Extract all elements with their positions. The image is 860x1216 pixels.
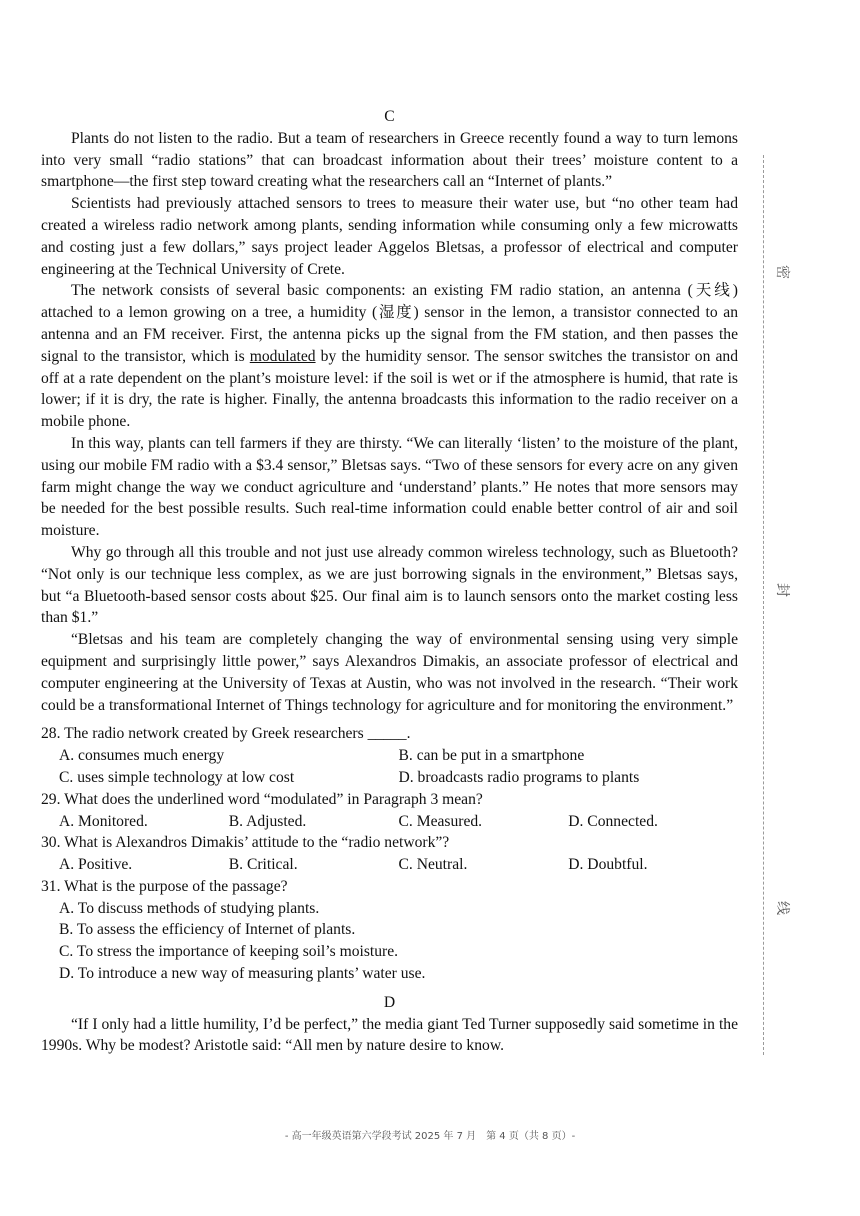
paragraph-3-text-before: The network consists of several basic components: an existing FM radio station, an antenna (天线) attached to a lemon growing on a tree, a humidity (湿度) sensor in the lemon, a transistor connected to an antenna and an FM receiver. First, the antenna picks up the signal from the FM station, and then passes the signal to the transistor, which is [41,282,738,365]
question-29-stem: 29. What does the underlined word “modulated” in Paragraph 3 mean? [41,790,483,808]
question-30-options [41,854,738,876]
question-30-option-a: A. Positive. [59,856,133,874]
section-c-paragraph-2: Scientists had previously attached sensors to trees to measure their water use, but “no other team had created a wireless radio network among plants, sending information while consuming only a few microwatts and costing just a few dollars,” says project leader Aggelos Bletsas, a professor of electrical and computer engineering at the Technical University of Crete. [41,195,738,278]
question-31-option-c: C. To stress the importance of keeping soil’s moisture. [59,943,399,961]
section-c-title: C [384,108,395,125]
question-30-stem: 30. What is Alexandros Dimakis’ attitude to the “radio network”? [41,834,450,852]
section-d [41,992,738,1057]
reading-content [41,106,738,1057]
question-28-options-row-2 [41,767,738,789]
section-c-paragraph-4: In this way, plants can tell farmers if they are thirsty. “We can literally ‘listen’ to the moisture of the plant, using our mobile FM radio with a $3.4 sensor,” Bletsas says. “Two of these sensors for every acre on any given farm might change the way we conduct agriculture and ‘understand’ plants.” He notes that more sensors may be needed for the best possible results. Such real-time information could enable better control of air and soil moisture. [41,434,738,540]
question-29-option-a: A. Monitored. [59,812,148,830]
question-31-option-b: B. To assess the efficiency of Internet of plants. [59,921,356,939]
question-list [41,723,738,985]
question-30-option-b: B. Critical. [228,856,298,874]
question-31-option-d: D. To introduce a new way of measuring plants’ water use. [59,965,426,983]
section-d-paragraph-1: “If I only had a little humility, I’d be perfect,” the media giant Ted Turner supposedly said sometime in the 1990s. Why be modest? Aristotle said: “All men by nature desire to know. [41,1015,738,1055]
section-c-paragraph-6: “Bletsas and his team are completely changing the way of environmental sensing using very simple equipment and surprisingly little power,” says Alexandros Dimakis, an associate professor of electrical and computer engineering at the University of Texas at Austin, who was not involved in the research. “Their work could be a transformational Internet of Things technology for agriculture and for monitoring the environment.” [41,631,738,714]
question-28-option-d: D. broadcasts radio programs to plants [398,768,640,786]
binding-dashed-line [763,155,764,1055]
binding-char-envelope: 封 [774,583,790,597]
question-31-option-a: A. To discuss methods of studying plants. [59,899,320,917]
question-31-stem: 31. What is the purpose of the passage? [41,877,288,895]
underlined-word-modulated: modulated [249,347,316,365]
section-c-paragraph-3 [41,280,738,433]
question-28-option-a: A. consumes much energy [59,747,225,765]
question-28-option-b: B. can be put in a smartphone [398,747,585,765]
question-28-option-c: C. uses simple technology at low cost [59,768,295,786]
question-30-option-d: D. Doubtful. [568,856,648,874]
question-29-options [41,811,738,833]
question-29-option-d: D. Connected. [568,812,658,830]
section-d-title: D [383,993,396,1011]
page-footer: - 高一年级英语第六学段考试 2025 年 7 月 第 4 页（共 8 页）- [284,1131,576,1142]
question-30-option-c: C. Neutral. [398,856,468,874]
section-c-paragraph-1: Plants do not listen to the radio. But a team of researchers in Greece recently found a way to turn lemons into very small “radio stations” that can broadcast information about their trees’ moisture content to a smartphone—the first step toward creating what the researchers call an “Internet of plants.” [41,129,738,191]
question-29-option-b: B. Adjusted. [228,812,307,830]
question-29-option-c: C. Measured. [398,812,483,830]
section-c-paragraph-5: Why go through all this trouble and not just use already common wireless technology, such as Bluetooth? “Not only is our technique less complex, as we are just borrowing signals in the environment,” Bletsas says, but “a Bluetooth-based sensor costs about $25. Our final aim is to launch sensors onto the market costing less than $1.” [41,543,738,627]
question-28-options-row-1 [41,745,738,767]
question-28-stem: 28. The radio network created by Greek researchers _____. [41,725,411,743]
binding-char-seal: 密 [774,265,790,279]
paragraph-3-text-after: by the humidity sensor. The sensor switches the transistor on and off at a rate dependent on the plant’s moisture level: if the soil is wet or if the atmosphere is humid, that rate is lower; if it is dry, the rate is higher. Finally, the antenna broadcasts this information to the radio receiver on a mobile phone. [41,347,738,431]
binding-char-line: 线 [774,901,790,915]
